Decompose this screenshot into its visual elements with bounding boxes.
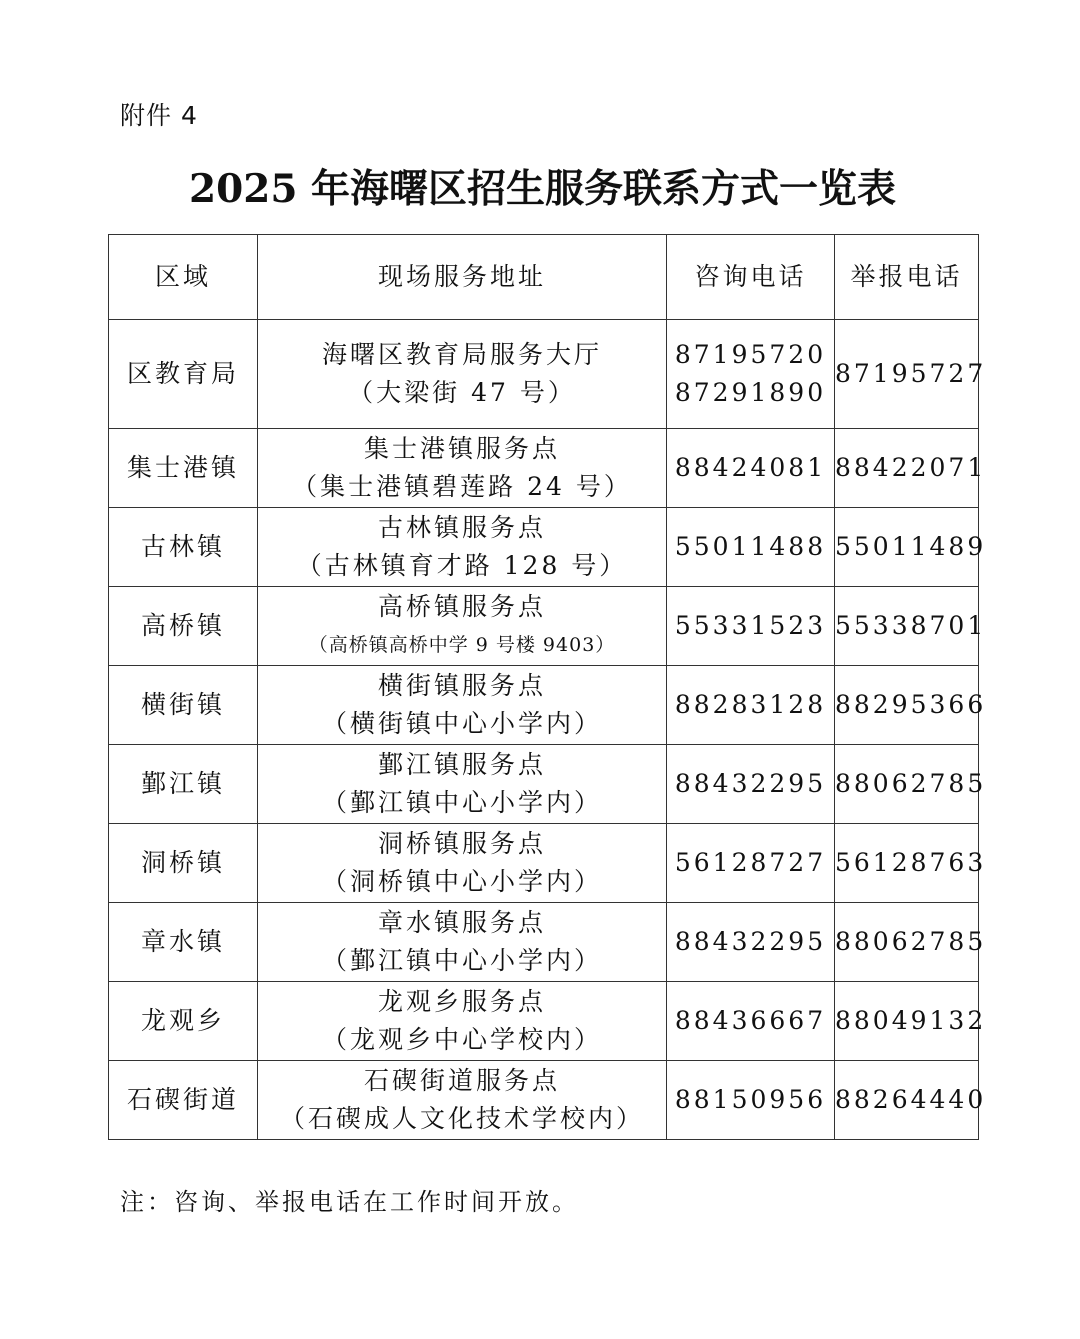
report-phone-cell: 88422071: [835, 429, 979, 508]
address-detail: （高桥镇高桥中学 9 号楼 9403）: [308, 634, 616, 656]
report-phone-cell: 88264440: [835, 1061, 979, 1140]
table-row: [109, 982, 979, 1061]
consult-phone-cell: 55331523: [667, 587, 835, 666]
report-phone-cell: 88062785: [835, 903, 979, 982]
address-name: 龙观乡服务点: [377, 987, 546, 1016]
address-detail: （古林镇育才路 128 号）: [296, 551, 628, 580]
area-cell: 区教育局: [109, 320, 258, 429]
table-row: [109, 745, 979, 824]
table-row: [109, 666, 979, 745]
area-cell: 高桥镇: [109, 587, 258, 666]
area-cell: 石碶街道: [109, 1061, 258, 1140]
consult-phone-cell: 88432295: [667, 903, 835, 982]
address-cell: [258, 429, 667, 508]
address-name: 集士港镇服务点: [363, 434, 560, 463]
address-name: 古林镇服务点: [377, 513, 546, 542]
consult-phone-cell: 88150956: [667, 1061, 835, 1140]
area-cell: 龙观乡: [109, 982, 258, 1061]
address-cell: [258, 745, 667, 824]
address-name: 鄞江镇服务点: [377, 750, 546, 779]
consult-phone-cell: 88424081: [667, 429, 835, 508]
address-name: 横街镇服务点: [377, 671, 546, 700]
attachment-label: 附件 4: [120, 101, 198, 130]
consult-phone-cell: 56128727: [667, 824, 835, 903]
column-header-area: 区域: [109, 235, 258, 320]
column-header-report-phone: 举报电话: [835, 235, 979, 320]
page-title: 2025 年海曙区招生服务联系方式一览表: [188, 166, 897, 212]
report-phone-cell: 88295366: [835, 666, 979, 745]
table-row: [109, 320, 979, 429]
address-cell: [258, 587, 667, 666]
consult-phone-cell: 55011488: [667, 508, 835, 587]
address-detail: （鄞江镇中心小学内）: [321, 788, 602, 817]
footnote: 注：咨询、举报电话在工作时间开放。: [120, 1188, 579, 1216]
address-cell: [258, 1061, 667, 1140]
address-detail: （横街镇中心小学内）: [321, 709, 602, 738]
address-name: 高桥镇服务点: [377, 592, 546, 621]
consult-phone: 87195720: [674, 340, 827, 369]
consult-phone-cell: 88436667: [667, 982, 835, 1061]
report-phone-cell: 56128763: [835, 824, 979, 903]
address-detail: （龙观乡中心学校内）: [321, 1025, 602, 1054]
address-cell: [258, 508, 667, 587]
contact-table: [108, 234, 987, 1140]
address-detail: （大梁街 47 号）: [348, 378, 576, 407]
area-cell: 鄞江镇: [109, 745, 258, 824]
report-phone-cell: 87195727: [835, 320, 979, 429]
address-name: 洞桥镇服务点: [377, 829, 546, 858]
address-cell: [258, 666, 667, 745]
table-row: [109, 508, 979, 587]
address-name: 石碶街道服务点: [363, 1066, 560, 1095]
area-cell: 横街镇: [109, 666, 258, 745]
address-detail: （洞桥镇中心小学内）: [321, 867, 602, 896]
report-phone-cell: 88049132: [835, 982, 979, 1061]
address-name: 章水镇服务点: [377, 908, 546, 937]
consult-phone-cell: [667, 320, 835, 429]
report-phone-cell: 88062785: [835, 745, 979, 824]
address-detail: （集士港镇碧莲路 24 号）: [292, 472, 632, 501]
address-cell: [258, 320, 667, 429]
area-cell: 集士港镇: [109, 429, 258, 508]
area-cell: 古林镇: [109, 508, 258, 587]
address-detail: （鄞江镇中心小学内）: [321, 946, 602, 975]
column-header-consult-phone: 咨询电话: [667, 235, 835, 320]
consult-phone-cell: 88283128: [667, 666, 835, 745]
report-phone-cell: 55338701: [835, 587, 979, 666]
area-cell: 洞桥镇: [109, 824, 258, 903]
report-phone-cell: 55011489: [835, 508, 979, 587]
consult-phone-cell: 88432295: [667, 745, 835, 824]
address-name: 海曙区教育局服务大厅: [321, 340, 602, 369]
area-cell: 章水镇: [109, 903, 258, 982]
table-row: [109, 587, 979, 666]
table-row: [109, 824, 979, 903]
address-cell: [258, 982, 667, 1061]
address-cell: [258, 824, 667, 903]
column-header-address: 现场服务地址: [258, 235, 667, 320]
address-cell: [258, 903, 667, 982]
table-header-row: [109, 235, 979, 320]
address-detail: （石碶成人文化技术学校内）: [279, 1104, 644, 1133]
table-row: [109, 1061, 979, 1140]
consult-phone-secondary: 87291890: [674, 378, 827, 407]
table-row: [109, 429, 979, 508]
table-row: [109, 903, 979, 982]
